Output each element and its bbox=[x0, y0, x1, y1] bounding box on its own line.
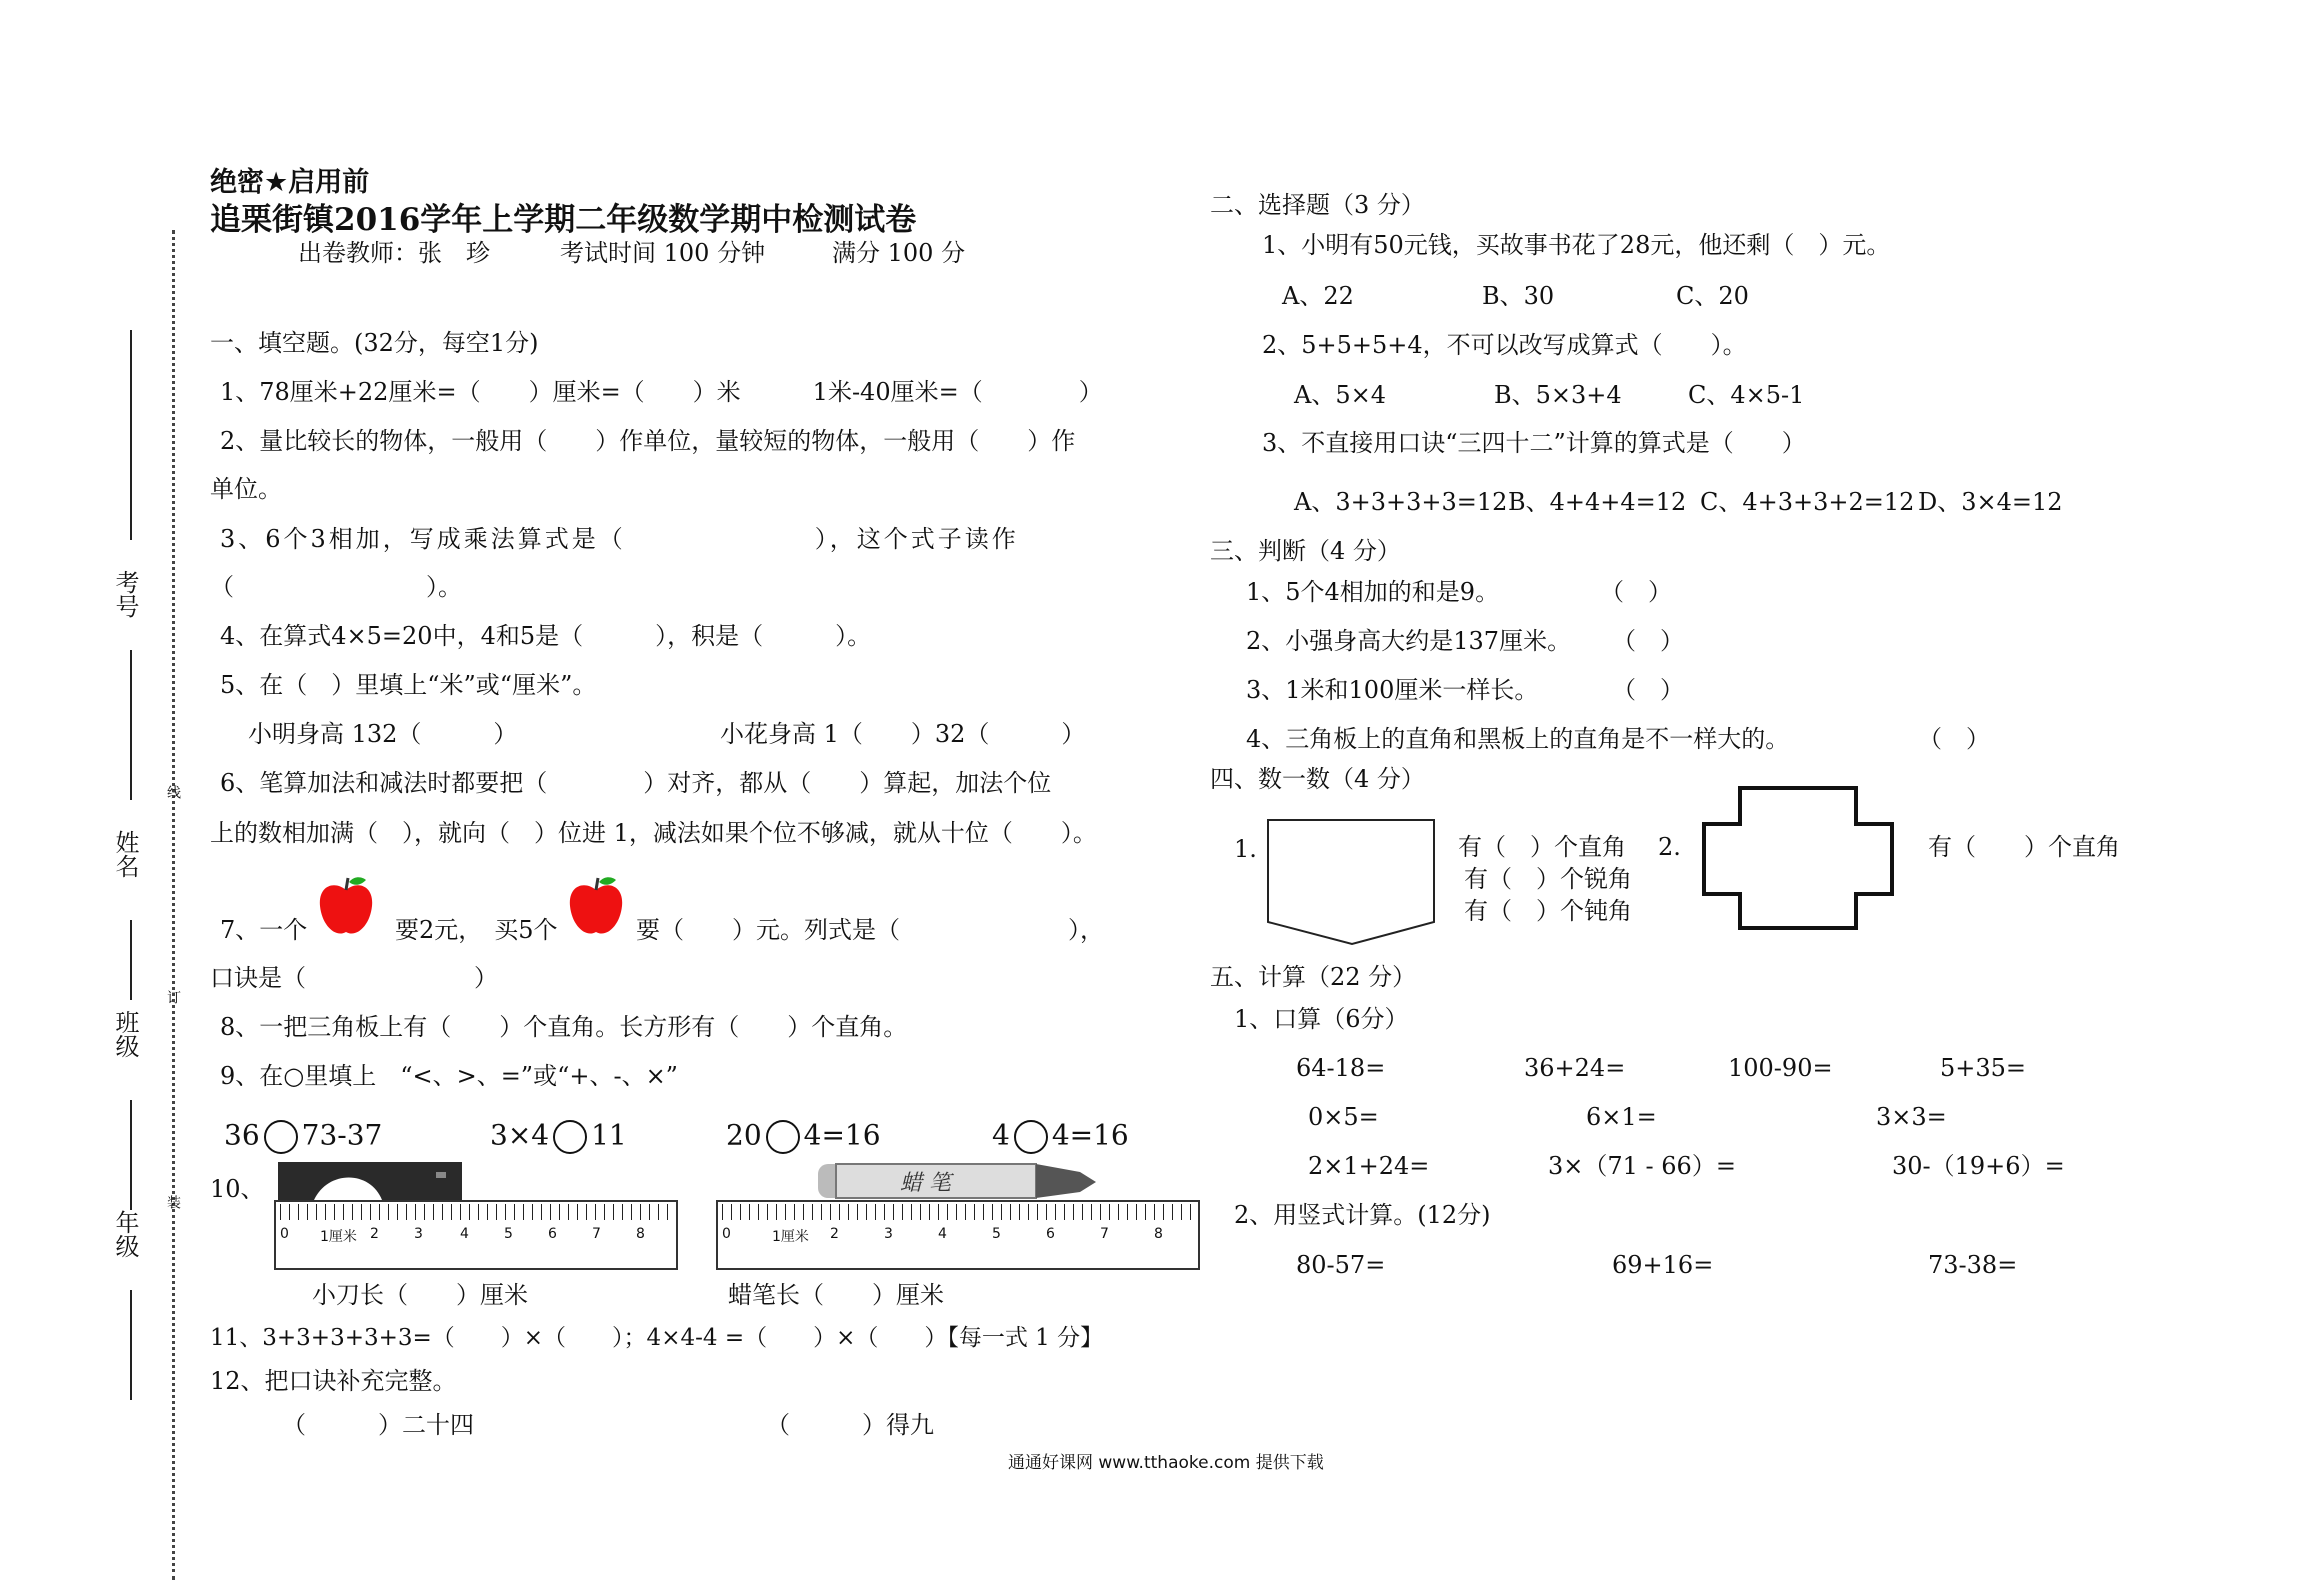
kaohao-line bbox=[130, 330, 132, 540]
s2q3-opt-d: D、3×4=12 bbox=[1918, 488, 2063, 516]
xingming-label: 姓名 bbox=[111, 830, 139, 878]
q12b: （ ）得九 bbox=[766, 1411, 934, 1439]
banji-line bbox=[130, 1100, 132, 1210]
s2q1-opt-a: A、22 bbox=[1282, 282, 1354, 310]
section4-title: 四、数一数（4 分） bbox=[1210, 765, 1425, 793]
q5: 5、在（ ）里填上“米”或“厘米”。 bbox=[220, 671, 597, 699]
q9-right: 73-37 bbox=[301, 1118, 383, 1152]
tick-6: 6 bbox=[548, 1226, 557, 1242]
kaohao-label: 考号 bbox=[111, 570, 139, 618]
q11: 11、3+3+3+3+3=（ ）×（ ）；4×4-4 =（ ）×（ ）【每一式 1 分】 bbox=[210, 1325, 1104, 1351]
s2q2-opt-a: A、5×4 bbox=[1294, 381, 1386, 409]
s2q3-opt-a: A、3+3+3+3=12 bbox=[1294, 488, 1508, 516]
answer-circle[interactable] bbox=[1014, 1120, 1048, 1154]
section2-title: 二、选择题（3 分） bbox=[1210, 191, 1425, 219]
q9-right: 4=16 bbox=[803, 1118, 881, 1152]
s2q2-opt-b: B、5×3+4 bbox=[1494, 381, 1622, 409]
nianji-line bbox=[130, 1290, 132, 1400]
tick-3: 3 bbox=[414, 1226, 423, 1242]
section5-title: 五、计算（22 分） bbox=[1210, 963, 1417, 991]
q9-item-1 bbox=[224, 1120, 382, 1154]
q3b: （ ）。 bbox=[210, 573, 462, 601]
tick-2: 2 bbox=[370, 1226, 379, 1242]
knife-icon bbox=[278, 1160, 464, 1204]
ruler-ticks bbox=[722, 1204, 1194, 1220]
tick-0: 0 bbox=[280, 1226, 289, 1242]
answer-circle[interactable] bbox=[553, 1120, 587, 1154]
q2b: 单位。 bbox=[210, 475, 282, 503]
apple-icon bbox=[566, 874, 626, 940]
nianji-label: 年级 bbox=[111, 1210, 139, 1258]
secret-mark: 绝密★启用前 bbox=[210, 167, 370, 198]
crayon-label: 蜡 笔 bbox=[900, 1171, 951, 1196]
s4-a3: 有（ ）个钝角 bbox=[1464, 897, 1632, 925]
q6b: 上的数相加满（ ），就向（ ）位进 1，减法如果个位不够减，就从十位（ ）。 bbox=[210, 819, 1097, 847]
q2a: 2、量比较长的物体，一般用（ ）作单位，量较短的物体，一般用（ ）作 bbox=[220, 427, 1076, 455]
q9-left: 4 bbox=[992, 1118, 1010, 1152]
s2q1-opt-c: C、20 bbox=[1676, 282, 1749, 310]
vert-3: 73-38= bbox=[1928, 1251, 2018, 1279]
exam-time: 考试时间 100 分钟 bbox=[560, 239, 766, 267]
s3-item-2: 2、小强身高大约是137厘米。 bbox=[1246, 627, 1572, 655]
s4-a1: 有（ ）个直角 bbox=[1458, 833, 1626, 861]
tick-4: 4 bbox=[938, 1226, 947, 1242]
oral-3-2: 3×（71 - 66）= bbox=[1548, 1152, 1736, 1180]
section3-title: 三、判断（4 分） bbox=[1210, 537, 1401, 565]
tick-unit: 1厘米 bbox=[320, 1229, 357, 1245]
ruler-ticks bbox=[280, 1204, 672, 1220]
s3-blank-3: （ ） bbox=[1612, 676, 1684, 704]
tick-8: 8 bbox=[636, 1226, 645, 1242]
oral-3-3: 30-（19+6）= bbox=[1892, 1152, 2065, 1180]
s3-blank-2: （ ） bbox=[1612, 627, 1684, 655]
s3-item-4: 4、三角板上的直角和黑板上的直角是不一样大的。 bbox=[1246, 725, 1790, 753]
oral-1-3: 100-90= bbox=[1728, 1054, 1833, 1082]
binding-dotted-line bbox=[172, 230, 175, 1580]
q3a: 3、6个3相加，写成乘法算式是（ ），这个式子读作 bbox=[220, 525, 1019, 553]
full-score: 满分 100 分 bbox=[832, 239, 966, 267]
q9-right: 11 bbox=[591, 1118, 627, 1152]
vert-2: 69+16= bbox=[1612, 1251, 1714, 1279]
tick-4: 4 bbox=[460, 1226, 469, 1242]
ruler-1 bbox=[274, 1200, 678, 1270]
tick-2: 2 bbox=[830, 1226, 839, 1242]
q9-item-3 bbox=[726, 1120, 881, 1154]
s3-item-3: 3、1米和100厘米一样长。 bbox=[1246, 676, 1539, 704]
vert-1: 80-57= bbox=[1296, 1251, 1386, 1279]
s4-a2: 有（ ）个锐角 bbox=[1464, 865, 1632, 893]
q7a-part1: 7、一个 bbox=[220, 916, 308, 944]
zhuang-mark: 装 bbox=[165, 1195, 181, 1209]
page-title: 追栗街镇2016学年上学期二年级数学期中检测试卷 bbox=[210, 202, 917, 238]
q7a-part2: 要2元， 买5个 bbox=[395, 916, 558, 944]
s2q3: 3、不直接用口诀“三四十二”计算的算式是（ ） bbox=[1262, 429, 1806, 457]
q10-number: 10、 bbox=[210, 1175, 265, 1203]
teacher-info: 出卷教师：张 珍 bbox=[298, 239, 490, 267]
s4-b1: 有（ ）个直角 bbox=[1928, 833, 2120, 861]
answer-circle[interactable] bbox=[766, 1120, 800, 1154]
q12: 12、把口诀补充完整。 bbox=[210, 1367, 457, 1395]
pentagon-figure bbox=[1266, 818, 1438, 946]
q6a: 6、笔算加法和减法时都要把（ ）对齐，都从（ ）算起，加法个位 bbox=[220, 769, 1052, 797]
s2q1-opt-b: B、30 bbox=[1482, 282, 1555, 310]
q5b: 小花身高 1（ ）32（ ） bbox=[720, 720, 1086, 748]
crayon-icon bbox=[818, 1160, 1098, 1204]
xingming-line bbox=[130, 920, 132, 1000]
q5a: 小明身高 132（ ） bbox=[248, 720, 518, 748]
oral-1-2: 36+24= bbox=[1524, 1054, 1626, 1082]
answer-circle[interactable] bbox=[264, 1120, 298, 1154]
tick-5: 5 bbox=[992, 1226, 1001, 1242]
apple-icon bbox=[316, 874, 376, 940]
q9: 9、在○里填上 “<、>、=”或“+、-、×” bbox=[220, 1062, 678, 1090]
s3-blank-1: （ ） bbox=[1600, 578, 1672, 606]
s4-figure1-number: 1. bbox=[1234, 835, 1257, 863]
q9-left: 36 bbox=[224, 1118, 260, 1152]
tick-7: 7 bbox=[1100, 1226, 1109, 1242]
oral-1-1: 64-18= bbox=[1296, 1054, 1386, 1082]
s5-vertical-title: 2、用竖式计算。(12分) bbox=[1234, 1201, 1491, 1229]
s3-item-1: 1、5个4相加的和是9。 bbox=[1246, 578, 1500, 606]
tick-3: 3 bbox=[884, 1226, 893, 1242]
q1: 1、78厘米+22厘米=（ ）厘米=（ ）米 1米-40厘米=（ ） bbox=[220, 378, 1103, 406]
xian-mark: 线 bbox=[165, 785, 181, 799]
q8: 8、一把三角板上有（ ）个直角。长方形有（ ）个直角。 bbox=[220, 1013, 908, 1041]
cross-figure bbox=[1702, 786, 1896, 932]
q7b: 口诀是（ ） bbox=[210, 964, 498, 992]
banji-label: 班级 bbox=[111, 1010, 139, 1058]
ruler1-answer: 小刀长（ ）厘米 bbox=[312, 1281, 528, 1309]
q9-item-2 bbox=[490, 1120, 627, 1154]
tick-8: 8 bbox=[1154, 1226, 1163, 1242]
tick-7: 7 bbox=[592, 1226, 601, 1242]
kaohao-line-2 bbox=[130, 650, 132, 800]
tick-unit: 1厘米 bbox=[772, 1229, 809, 1245]
q9-left: 20 bbox=[726, 1118, 762, 1152]
q7a-part3: 要（ ）元。列式是（ ）， bbox=[636, 916, 1104, 944]
s2q3-opt-b: B、4+4+4=12 bbox=[1508, 488, 1687, 516]
s2q2: 2、5+5+5+4，不可以改写成算式（ ）。 bbox=[1262, 331, 1747, 359]
q4: 4、在算式4×5=20中，4和5是（ ），积是（ ）。 bbox=[220, 622, 872, 650]
s2q1: 1、小明有50元钱，买故事书花了28元，他还剩（ ）元。 bbox=[1262, 231, 1891, 259]
footer-credit: 通通好课网 www.tthaoke.com 提供下载 bbox=[1008, 1453, 1324, 1473]
q9-item-4 bbox=[992, 1120, 1129, 1154]
s2q3-opt-c: C、4+3+3+2=12 bbox=[1700, 488, 1915, 516]
q9-right: 4=16 bbox=[1051, 1118, 1129, 1152]
q12a: （ ）二十四 bbox=[282, 1411, 474, 1439]
s3-blank-4: （ ） bbox=[1918, 725, 1990, 753]
ruler-2 bbox=[716, 1200, 1200, 1270]
s4-figure2-number: 2. bbox=[1658, 833, 1681, 861]
tick-5: 5 bbox=[504, 1226, 513, 1242]
s2q2-opt-c: C、4×5-1 bbox=[1688, 381, 1805, 409]
ruler2-answer: 蜡笔长（ ）厘米 bbox=[728, 1281, 944, 1309]
section1-title: 一、填空题。(32分，每空1分) bbox=[210, 329, 539, 357]
oral-1-4: 5+35= bbox=[1940, 1054, 2027, 1082]
q9-left: 3×4 bbox=[490, 1118, 550, 1152]
oral-3-1: 2×1+24= bbox=[1308, 1152, 1430, 1180]
oral-2-2: 6×1= bbox=[1586, 1103, 1657, 1131]
s5-oral-title: 1、口算（6分） bbox=[1234, 1005, 1409, 1033]
tick-6: 6 bbox=[1046, 1226, 1055, 1242]
oral-2-1: 0×5= bbox=[1308, 1103, 1379, 1131]
ding-mark: 订 bbox=[165, 990, 181, 1004]
oral-2-3: 3×3= bbox=[1876, 1103, 1947, 1131]
tick-0: 0 bbox=[722, 1226, 731, 1242]
